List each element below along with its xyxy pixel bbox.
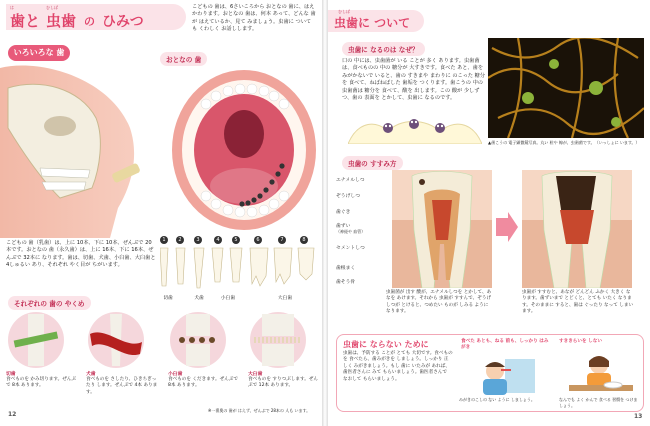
title-part-c: の [84,15,95,28]
tooth-type-molar: 大臼歯 [277,296,293,301]
tip-eating-title: すききらいを しない [559,339,602,344]
progression-text-advanced: 虫歯が すすむと、あなが どんどん ふかく 大きく なります。歯ずいまで とどくと、とても いたく なります。そのままに すると、歯は ぐったり なって しまいます。 [522,290,634,315]
role-molar-desc: 食べものを すりつぶします。ぜんぶで 12本 あります。 [248,377,319,389]
tooth-number-2: 2 [176,236,184,244]
tooth-cross-section-early [392,170,492,288]
tooth-structure-labels [336,176,396,286]
molar-grinding-illustration [248,310,308,370]
tooth-number-7: 7 [278,236,286,244]
right-title-text: 虫歯に ついて [334,16,411,30]
teeth-description: こどもの 歯（乳歯）は、上に 10本、下に 10本、ぜんぶで 20本です。おとなの 歯（永久歯）は、上に 16本、下に 16本、ぜんぶで 32本に なります。歯は、切歯、犬歯、小臼歯、大臼歯と 4しゅるい あり、それぞれ やく目が ちがいます。 [6,240,156,269]
page-number-left: 12 [8,411,17,418]
bacteria-micrograph [488,38,644,138]
label-cementum: セメントしつ [336,246,365,251]
role-molar-name: 大臼歯 [248,372,263,377]
role-incisor-name: 切歯 [6,372,16,377]
title-part-d: ひみつ [102,14,144,30]
tooth-type-premolar: 小臼歯 [220,296,236,301]
prevention-title: 虫歯に ならない ために [343,340,429,349]
label-dentin: ぞうげしつ [336,194,360,199]
tooth-number-3: 3 [194,236,202,244]
canine-tearing-illustration [86,310,146,370]
page-number-right: 13 [634,413,643,420]
role-canine-name: 犬歯 [86,372,96,377]
adult-teeth-label: おとなの 歯 [160,52,207,66]
section-various-teeth: いろいろな 歯 [8,45,70,61]
role-canine-desc: 食べものを さしたり、ひきちぎったり します。ぜんぶで 4本 あります。 [86,377,158,395]
teeth-row [160,236,316,302]
label-gum: 歯ぐき [336,210,351,215]
incisor-cutting-illustration [6,310,66,370]
role-premolar [168,310,240,390]
label-alveolar-bone: 歯そう骨 [336,280,356,285]
roles-panel [6,310,318,410]
right-title-ruby: むしば [338,9,350,14]
tooth-type-incisor: 切歯 [163,296,173,301]
title-part-b: 虫歯 [46,12,77,30]
premolar-crushing-illustration [168,310,228,370]
why-cavities-title: 虫歯に なるのは なぜ？ [342,42,425,56]
tooth-type-canine: 犬歯 [194,296,204,301]
role-incisor [6,310,78,390]
role-premolar-desc: 食べものを くだきます。ぜんぶで 8本 あります。 [168,377,239,389]
footnote: ※一番奥の 歯が はえず、ぜんぶで 28本の 人も います。 [208,408,311,413]
intro-text: こどもの 歯は、6さいころから おとなの 歯に、はえかわります。おとなの 歯は、何本 あって、どんな 歯が はえているか、見て みましょう。虫歯に ついても くわしく お話しします。 [192,4,316,33]
left-title [6,4,186,30]
tooth-number-6: 6 [254,236,262,244]
tooth-number-1: 1 [160,236,168,244]
label-pulp: 歯ずい [336,224,351,229]
left-page [0,0,322,426]
label-periodontal-membrane: 歯根まく [336,266,356,271]
label-pulp-note: （神経や 血管） [336,229,366,234]
tip-brushing-title: 食べた あとも、ねる 前も、しっかり はみがき [461,339,549,351]
label-enamel: エナメルしつ [336,178,365,183]
progression-arrow-icon [496,212,518,242]
role-premolar-name: 小臼歯 [168,372,183,377]
why-cavities-text: 口の 中には、虫歯菌が いる ことが 多く あります。虫歯菌は、食べものの 中の 糖分が 大すきです。食べた あと、歯を みがかないで いると、歯の すきまや まわりに のこった 糖分を 食べて、ねばねばした 歯垢を つくります。歯こうの 中の 虫歯菌は 糖分を 食べて、酸を 出します。この 酸が 少しずつ、歯の 表面を とかして、虫歯に なるのです。 [342,58,486,102]
title-ruby-a: は [10,5,14,10]
right-page [328,0,650,426]
tooth-number-4: 4 [214,236,222,244]
child-brushing-illustration [471,357,537,395]
role-canine [86,310,158,396]
role-molar [248,310,320,390]
right-title [328,10,424,32]
role-incisor-desc: 食べものを かみ切ります。ぜんぶで 8本 あります。 [6,377,77,389]
tooth-number-5: 5 [232,236,240,244]
tooth-cross-section-advanced [522,170,632,288]
prevention-box [336,334,644,412]
micrograph-caption: ▲歯こうの 電子顕微鏡写真。丸い 粒や 線が、虫歯菌です。（いっしょに います。） [488,140,640,145]
open-mouth-illustration [170,64,320,232]
child-eating-illustration [569,353,633,395]
progression-text-early: 虫歯菌が 出す 酸が、エナメルしつを とかして、あなを あけます。それから 虫歯が すすんで、ぞうげしつが とけると、つめたい ものが しみる ように なります。 [386,290,492,315]
teeth-drawings [160,246,316,290]
section-roles: それぞれの 歯の やくめ [8,296,91,310]
bacteria-on-teeth-illustration [348,112,482,144]
title-part-a: 歯と [10,12,41,30]
progression-title: 虫歯の すすみ方 [342,156,403,170]
tip-brushing-caption: みがきのこしの ない ように しましょう。 [459,397,535,402]
title-ruby-b: むしば [46,5,58,10]
prevention-text: 虫歯は、予防する ことが とても 大切です。食べものを 食べたら、歯みがきを しましょう。しっかり 正しく みがきましょう。もし 歯に いたみが あれば、歯医者さんに みて もらいましょう。歯医者さんで なおして もらいましょう。 [343,351,453,382]
tip-eating-caption: なんでも よく かんで 食べる 習慣を つけましょう。 [559,397,638,409]
tooth-number-8: 8 [300,236,308,244]
skull-illustration [0,58,150,238]
